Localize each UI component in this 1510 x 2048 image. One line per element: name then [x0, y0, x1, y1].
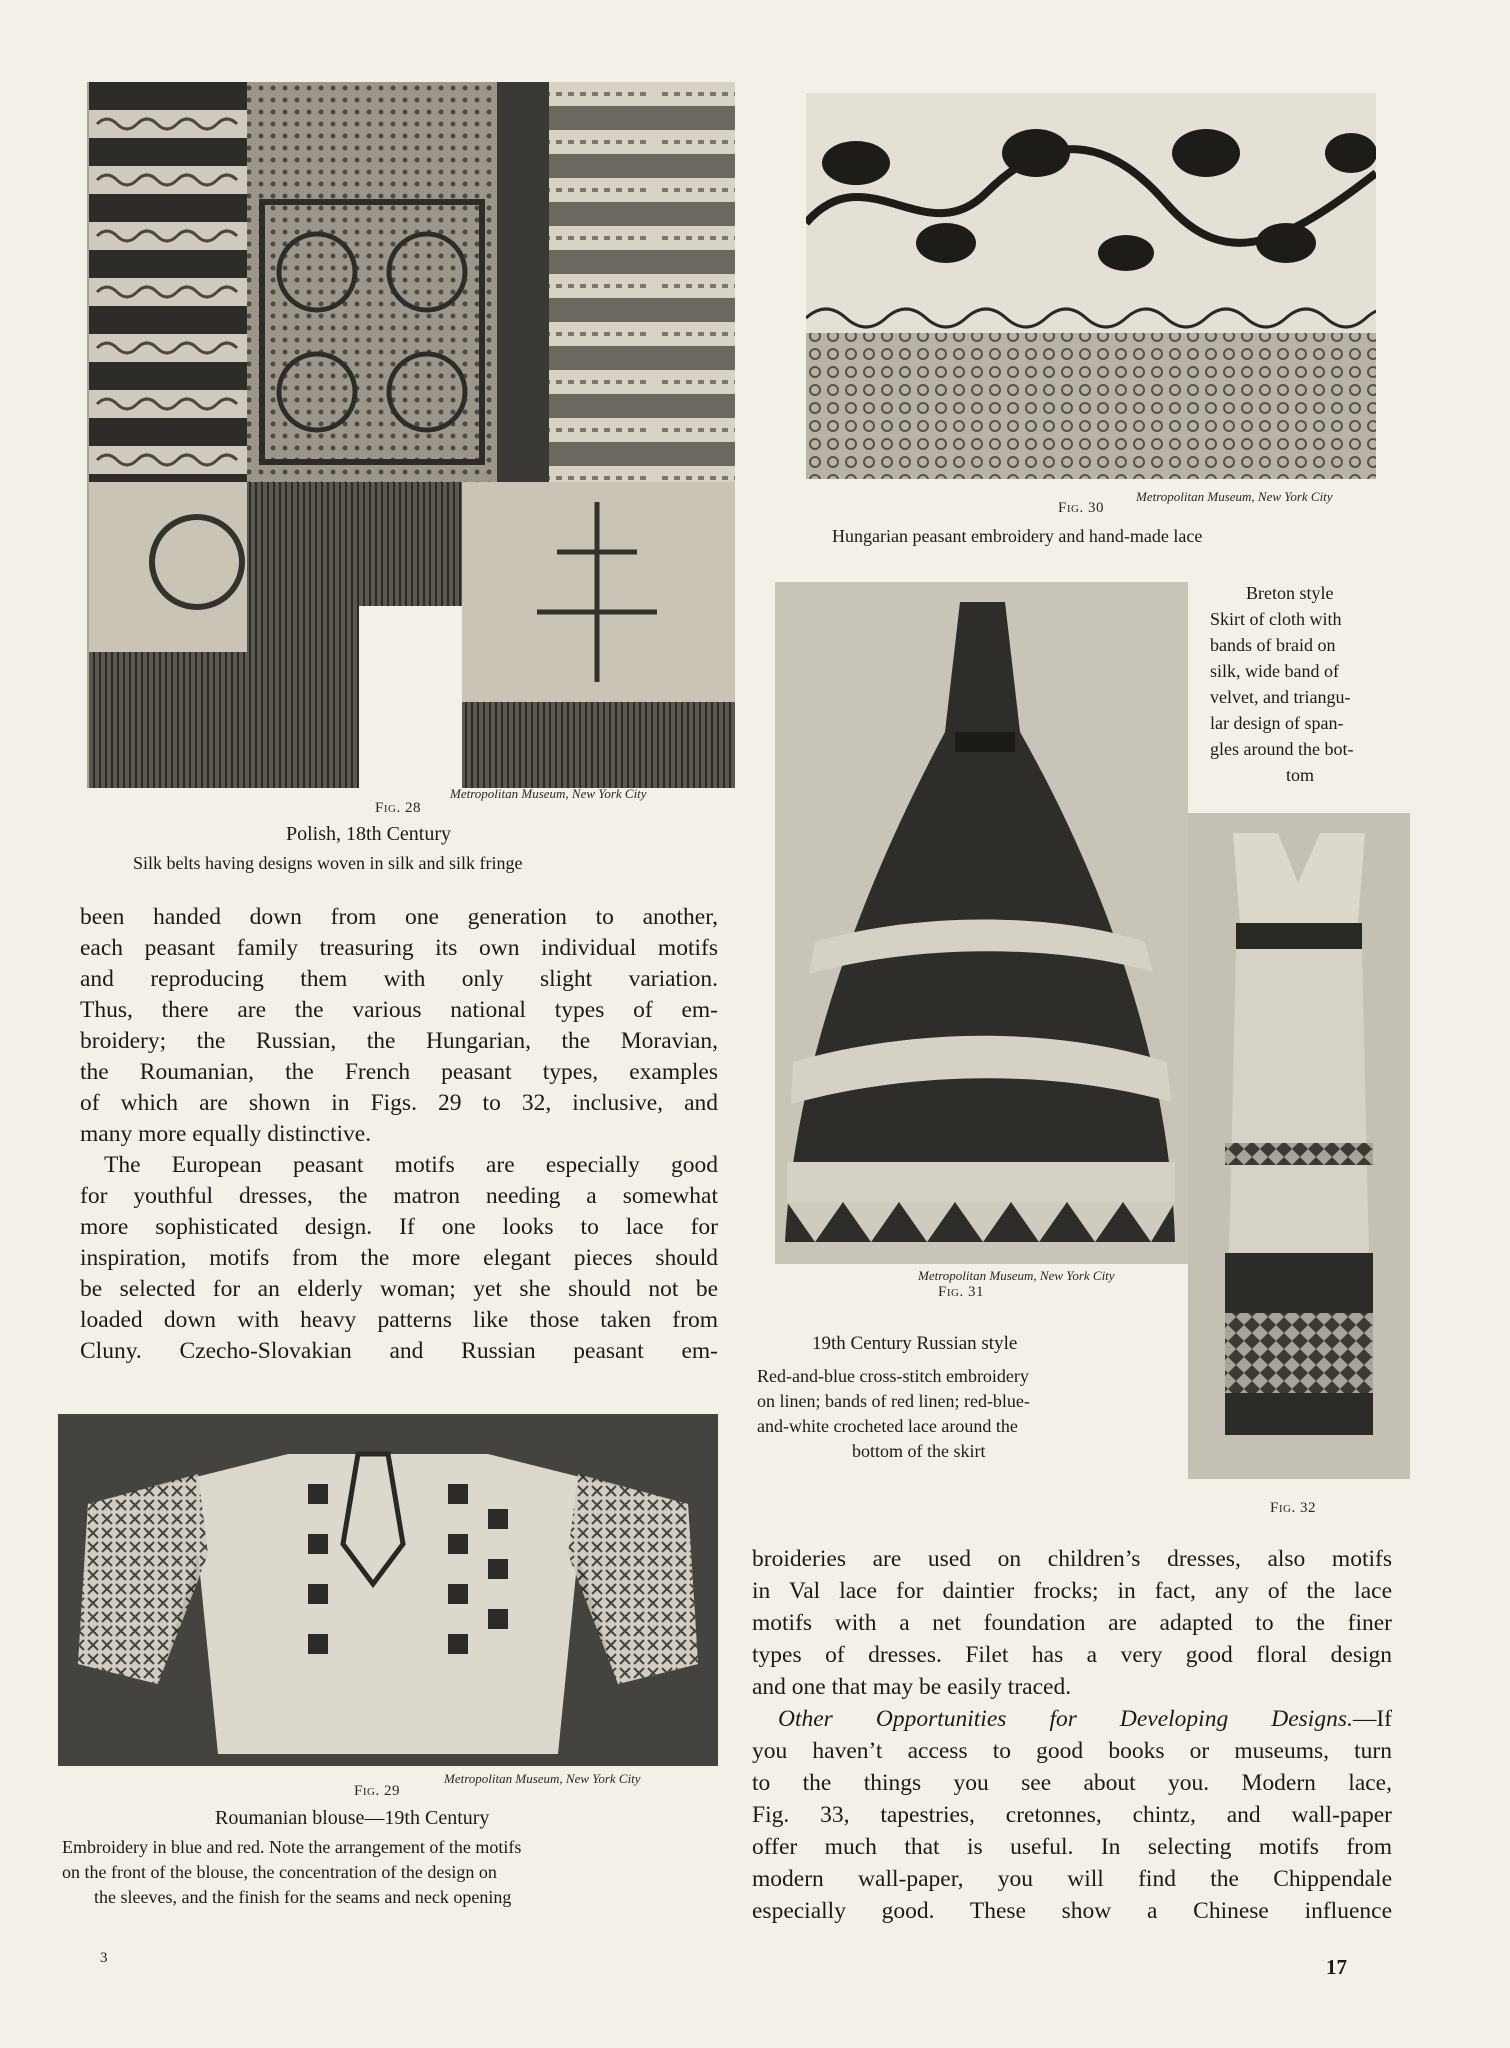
body-text-line: Cluny. Czecho-Slovakian and Russian peasant em-: [80, 1338, 718, 1364]
fig32-side-caption-line: bands of braid on: [1210, 635, 1336, 655]
fig32-number: Fig. 32: [1270, 1500, 1316, 1516]
body-text-line: broidery; the Russian, the Hungarian, the Moravian,: [80, 1028, 718, 1054]
section-heading: Other Opportunities for Developing Designs.: [778, 1706, 1353, 1732]
fig31-number: Fig. 31: [938, 1284, 984, 1300]
fig32-side-caption-line: Skirt of cloth with: [1210, 609, 1342, 629]
fig31-caption-line: bottom of the skirt: [852, 1441, 986, 1461]
fig30-credit: Metropolitan Museum, New York City: [1136, 489, 1333, 504]
fig32-side-caption-line: Breton style: [1246, 583, 1334, 603]
fig28-title: Polish, 18th Century: [286, 823, 452, 845]
fig31-illustration: [775, 582, 1188, 1264]
fig31-caption-line: Red-and-blue cross-stitch embroidery: [757, 1366, 1029, 1386]
body-text-line: offer much that is useful. In selecting motifs from: [752, 1834, 1392, 1860]
fig32-side-caption-line: velvet, and triangu-: [1210, 687, 1351, 707]
body-text-line: The European peasant motifs are especially good: [104, 1152, 718, 1178]
fig32-side-caption-line: silk, wide band of: [1210, 661, 1339, 681]
fig31-credit: Metropolitan Museum, New York City: [918, 1268, 1115, 1283]
body-text-line: you haven’t access to good books or museums, turn: [752, 1738, 1392, 1764]
fig28-photo: [87, 82, 735, 788]
body-text-line: broideries are used on children’s dresses, also motifs: [752, 1546, 1392, 1572]
body-text-line: be selected for an elderly woman; yet she should not be: [80, 1276, 718, 1302]
fig29-caption-line: Embroidery in blue and red. Note the arrangement of the motifs: [62, 1837, 522, 1857]
body-text-line: Thus, there are the various national types of em-: [80, 997, 718, 1023]
fig29-credit: Metropolitan Museum, New York City: [444, 1771, 641, 1786]
fig32-photo: [1188, 813, 1410, 1479]
body-text-line: more sophisticated design. If one looks to lace for: [80, 1214, 718, 1240]
fig29-photo: [58, 1414, 718, 1766]
fig30-caption: Hungarian peasant embroidery and hand-made lace: [832, 526, 1203, 546]
fig30-illustration: [806, 93, 1376, 479]
body-text-line: Fig. 33, tapestries, cretonnes, chintz, and wall-paper: [752, 1802, 1392, 1828]
fig32-illustration: [1188, 813, 1410, 1479]
body-text-line: inspiration, motifs from the more elegant pieces should: [80, 1245, 718, 1271]
body-text-line: motifs with a net foundation are adapted to the finer: [752, 1610, 1392, 1636]
fig32-side-caption-line: lar design of span-: [1210, 713, 1344, 733]
fig29-title: Roumanian blouse—19th Century: [215, 1807, 490, 1829]
fig30-number: Fig. 30: [1058, 500, 1104, 516]
fig28-caption: Silk belts having designs woven in silk and silk fringe: [133, 853, 523, 873]
fig31-photo: [775, 582, 1188, 1264]
fig29-caption-line: the sleeves, and the finish for the seams and neck opening: [94, 1887, 512, 1907]
fig28-number: Fig. 28: [375, 800, 421, 816]
body-text-line: the Roumanian, the French peasant types, examples: [80, 1059, 718, 1085]
fig29-number: Fig. 29: [354, 1783, 400, 1799]
body-text-line: been handed down from one generation to another,: [80, 904, 718, 930]
body-text-line: of which are shown in Figs. 29 to 32, inclusive, and: [80, 1090, 718, 1116]
body-text-line: and reproducing them with only slight variation.: [80, 966, 718, 992]
fig31-caption-line: and-white crocheted lace around the: [757, 1416, 1018, 1436]
signature-mark: 3: [100, 1950, 108, 1966]
body-text-line: modern wall-paper, you will find the Chippendale: [752, 1866, 1392, 1892]
fig28-credit: Metropolitan Museum, New York City: [450, 786, 647, 801]
fig32-side-caption-line: tom: [1286, 765, 1315, 785]
fig28-illustration: [87, 82, 735, 788]
section-heading-line: [778, 1704, 1392, 1736]
fig29-illustration: [58, 1414, 718, 1766]
fig31-caption-line: on linen; bands of red linen; red-blue-: [757, 1391, 1030, 1411]
fig32-side-caption-line: gles around the bot-: [1210, 739, 1354, 759]
fig31-title: 19th Century Russian style: [812, 1333, 1018, 1354]
section-heading-lead: —If: [1352, 1706, 1392, 1732]
body-text-line: to the things you see about you. Modern lace,: [752, 1770, 1392, 1796]
body-text-line: and one that may be easily traced.: [752, 1674, 1072, 1700]
body-text-line: especially good. These show a Chinese influence: [752, 1898, 1392, 1924]
page-number: 17: [1326, 1955, 1347, 1979]
body-text-line: each peasant family treasuring its own individual motifs: [80, 935, 718, 961]
body-text-line: for youthful dresses, the matron needing a somewhat: [80, 1183, 718, 1209]
fig29-caption-line: on the front of the blouse, the concentration of the design on: [62, 1862, 497, 1882]
body-text-line: many more equally distinctive.: [80, 1121, 372, 1147]
body-text-line: in Val lace for daintier frocks; in fact, any of the lace: [752, 1578, 1392, 1604]
body-text-line: types of dresses. Filet has a very good floral design: [752, 1642, 1392, 1668]
body-text-line: loaded down with heavy patterns like those taken from: [80, 1307, 718, 1333]
fig30-photo: [806, 93, 1376, 479]
